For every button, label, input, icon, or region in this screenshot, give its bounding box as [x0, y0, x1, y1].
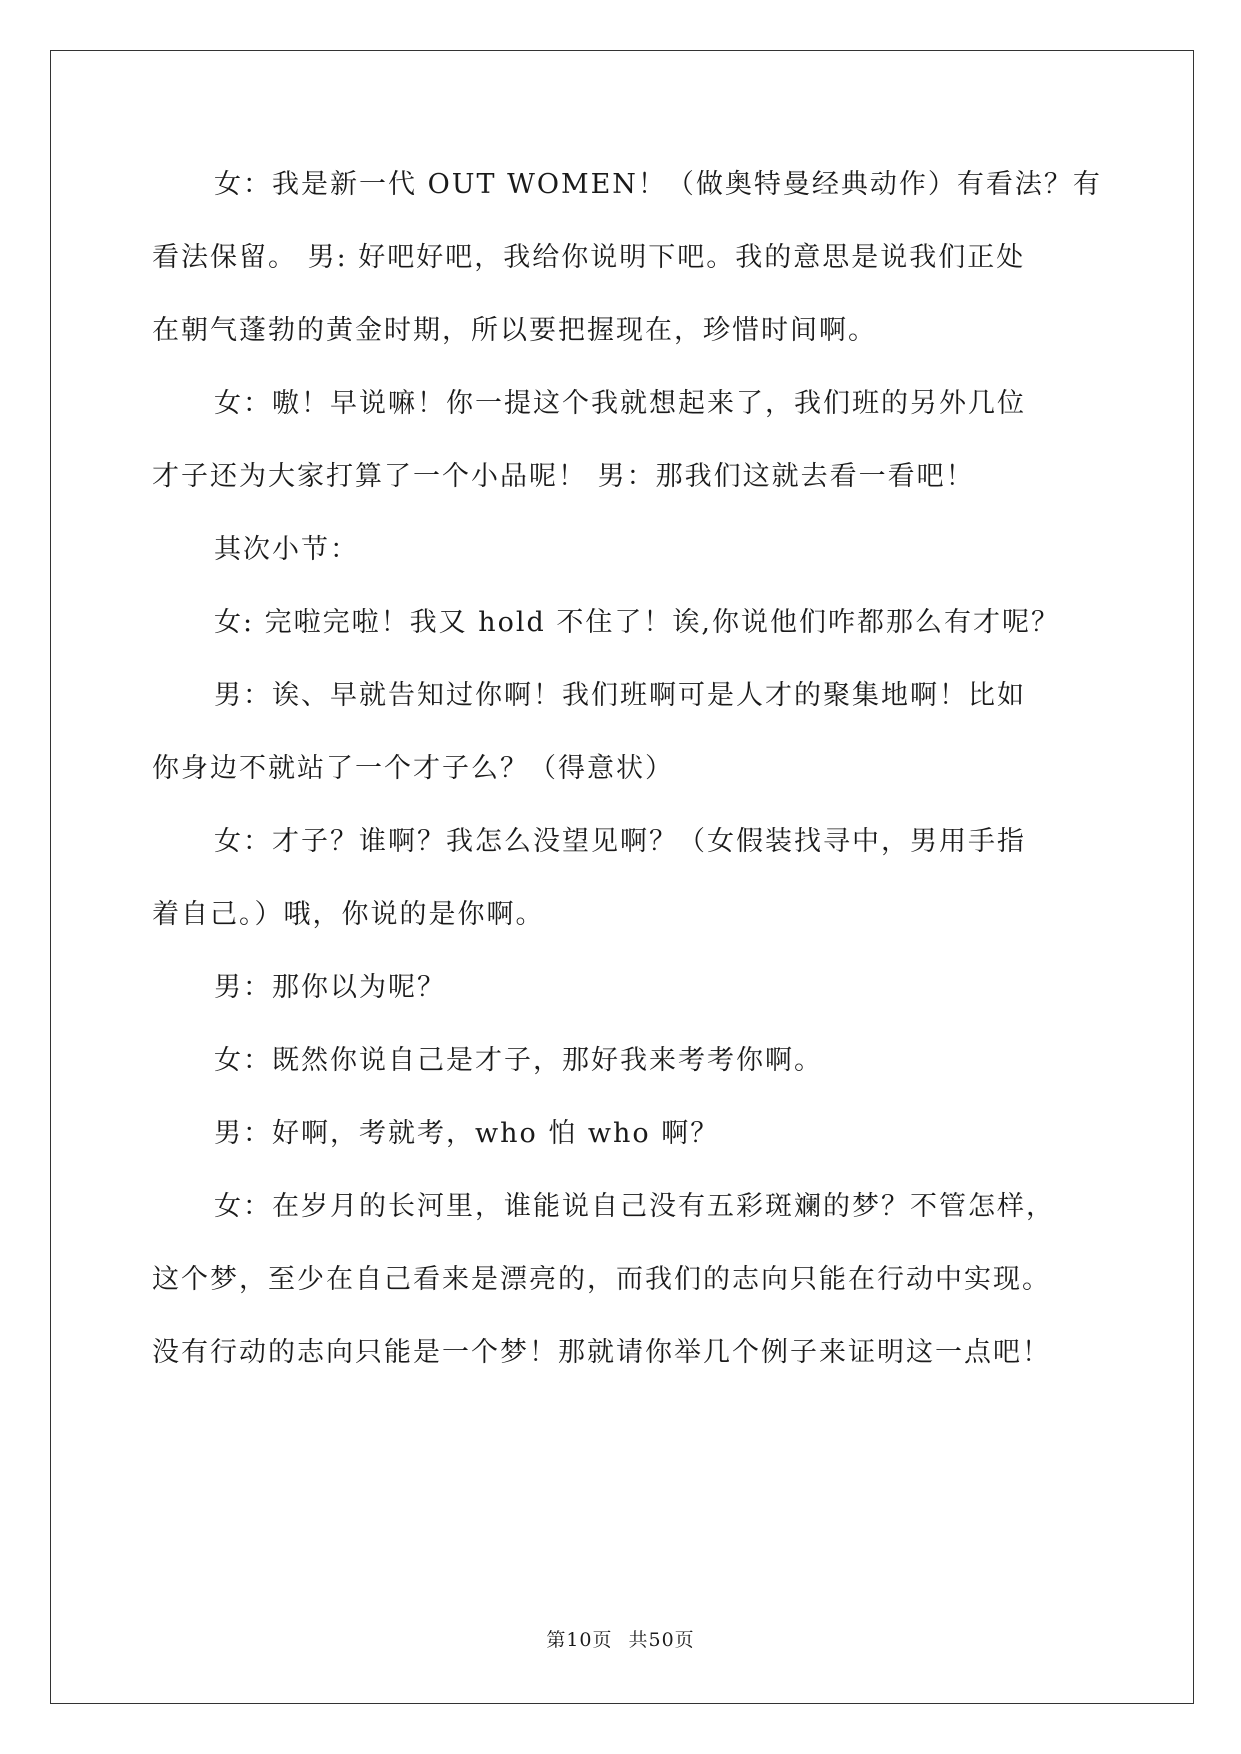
text-line: 在朝气蓬勃的黄金时期，所以要把握现在，珍惜时间啊。	[152, 315, 877, 346]
text-line: 女：嗷！早说嘛！你一提这个我就想起来了，我们班的另外几位	[214, 388, 1026, 419]
text-line: 你身边不就站了一个才子么？（得意状）	[152, 753, 674, 784]
text-line: 女：我是新一代 OUT WOMEN！（做奥特曼经典动作）有看法？有	[214, 169, 1102, 200]
text-line: 没有行动的志向只能是一个梦！那就请你举几个例子来证明这一点吧！	[152, 1337, 1051, 1368]
text-line: 看法保留。 男: 好吧好吧，我给你说明下吧。我的意思是说我们正处	[152, 242, 1026, 273]
text-line: 男：诶、早就告知过你啊！我们班啊可是人才的聚集地啊！比如	[214, 680, 1026, 711]
text-line: 男：那你以为呢？	[214, 972, 446, 1003]
section-heading: 其次小节：	[214, 534, 359, 565]
current-page-number: 第10页	[546, 1629, 613, 1651]
total-page-count: 共50页	[628, 1629, 695, 1651]
text-line: 女：既然你说自己是才子，那好我来考考你啊。	[214, 1045, 823, 1076]
text-line: 这个梦，至少在自己看来是漂亮的，而我们的志向只能在行动中实现。	[152, 1264, 1051, 1295]
text-line: 男：好啊，考就考，who 怕 who 啊？	[214, 1118, 720, 1149]
text-line: 才子还为大家打算了一个小品呢！ 男：那我们这就去看一看吧！	[152, 461, 975, 492]
page-border	[50, 50, 1194, 1704]
page-footer	[0, 1625, 1241, 1652]
text-line: 女: 完啦完啦！我又 hold 不住了！诶,你说他们咋都那么有才呢？	[214, 607, 1060, 638]
text-line: 着自己。）哦，你说的是你啊。	[152, 899, 545, 930]
text-line: 女：才子？谁啊？我怎么没望见啊？（女假装找寻中，男用手指	[214, 826, 1026, 857]
text-line: 女：在岁月的长河里，谁能说自己没有五彩斑斓的梦？不管怎样，	[214, 1191, 1055, 1222]
